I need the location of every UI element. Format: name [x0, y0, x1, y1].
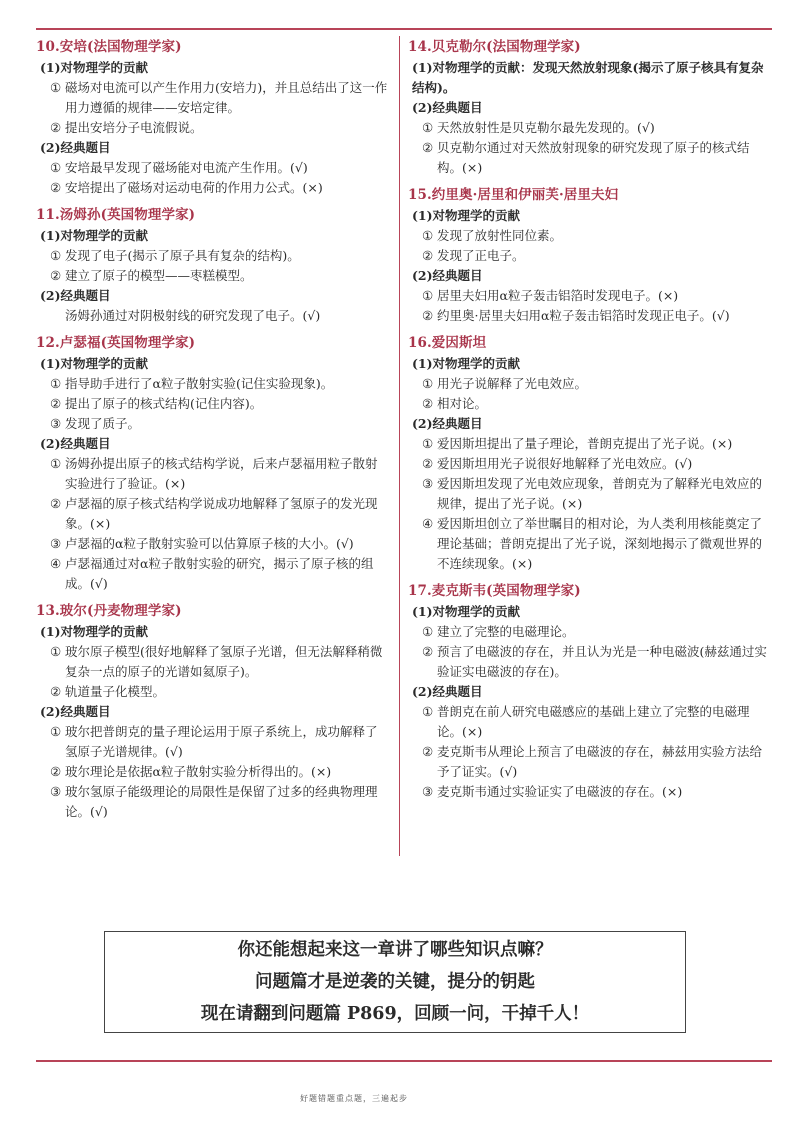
- item-text: 用光子说解释了光电效应。: [437, 376, 588, 391]
- item-number: ①: [422, 436, 434, 451]
- subsection-label: (2)经典题目: [40, 288, 111, 303]
- list-item: [408, 454, 772, 474]
- footer-slogan: 好题错题重点题，三遍起步: [300, 1094, 408, 1103]
- item-number: ②: [50, 396, 62, 411]
- item-number: ②: [50, 268, 62, 283]
- item-text: 麦克斯韦从理论上预言了电磁波的存在，赫兹用实验方法给予了证实。(√): [437, 744, 763, 779]
- item-text: 发现了正电子。: [437, 248, 525, 263]
- list-item: [408, 306, 772, 326]
- item-text: 普朗克在前人研究电磁感应的基础上建立了完整的电磁理论。(×): [437, 704, 750, 739]
- list-item: [36, 762, 388, 782]
- callout-line-3: 现在请翻到问题篇 P869，回顾一问，干掉千人！: [200, 1004, 590, 1024]
- physicist-section: [408, 580, 772, 802]
- item-text: 天然放射性是贝克勒尔最先发现的。(√): [437, 120, 655, 135]
- item-text: 安培最早发现了磁场能对电流产生作用。(√): [65, 160, 308, 175]
- item-number: ④: [422, 516, 434, 531]
- section-title: 14.贝克勒尔(法国物理学家): [408, 39, 581, 55]
- list-item: [408, 742, 772, 782]
- subsection-label: (2)经典题目: [40, 436, 111, 451]
- section-title: 17.麦克斯韦(英国物理学家): [408, 583, 581, 599]
- list-item: [408, 286, 772, 306]
- item-text: 玻尔原子模型(很好地解释了氢原子光谱，但无法解释稍微复杂一点的原子的光谱如氦原子)。: [65, 644, 383, 679]
- list-item: [36, 394, 388, 414]
- section-title: 12.卢瑟福(英国物理学家): [36, 335, 196, 351]
- subsection-label: (2)经典题目: [412, 416, 483, 431]
- physicist-section: [36, 204, 388, 326]
- list-item: [36, 554, 388, 594]
- item-text: 玻尔氢原子能级理论的局限性是保留了过多的经典物理理论。(√): [65, 784, 378, 819]
- subsection-label: (2)经典题目: [412, 268, 483, 283]
- section-title: 16.爱因斯坦: [408, 335, 487, 351]
- list-item: [36, 722, 388, 762]
- item-text: 玻尔理论是依据α粒子散射实验分析得出的。(×): [65, 764, 332, 779]
- list-item: [36, 494, 388, 534]
- item-text: 爱因斯坦提出了量子理论，普朗克提出了光子说。(×): [437, 436, 733, 451]
- physicist-section: [36, 332, 388, 594]
- subsection-label: (2)经典题目: [412, 100, 483, 115]
- item-number: ①: [422, 376, 434, 391]
- item-number: ①: [50, 248, 62, 263]
- list-item: [36, 158, 388, 178]
- physicist-section: [408, 36, 772, 178]
- item-text: 卢瑟福的原子核式结构学说成功地解释了氢原子的发光现象。(×): [65, 496, 378, 531]
- item-number: ③: [422, 476, 434, 491]
- review-callout-box: [104, 931, 686, 1033]
- list-item: [408, 622, 772, 642]
- item-text: 发现了电子(揭示了原子具有复杂的结构)。: [65, 248, 300, 263]
- item-number: ①: [422, 624, 434, 639]
- item-number: ②: [422, 396, 434, 411]
- item-number: ①: [50, 644, 62, 659]
- item-number: ②: [422, 248, 434, 263]
- subsection-label: (2)经典题目: [40, 140, 111, 155]
- item-number: ②: [422, 644, 434, 659]
- top-rule: [36, 28, 772, 30]
- physicist-section: [36, 600, 388, 822]
- item-number: ③: [50, 784, 62, 799]
- item-number: ②: [50, 120, 62, 135]
- subsection-label: (2)经典题目: [412, 684, 483, 699]
- list-item: [408, 782, 772, 802]
- item-number: ③: [50, 536, 62, 551]
- subsection-label: (1)对物理学的贡献: [412, 208, 521, 223]
- item-text: 约里奥·居里夫妇用α粒子轰击铝箔时发现正电子。(√): [437, 308, 730, 323]
- item-number: ①: [422, 228, 434, 243]
- item-number: ②: [50, 764, 62, 779]
- item-text: 贝克勒尔通过对天然放射现象的研究发现了原子的核式结构。(×): [437, 140, 750, 175]
- list-item: [408, 138, 772, 178]
- item-number: [50, 306, 65, 326]
- item-text: 汤姆孙通过对阴极射线的研究发现了电子。(√): [65, 308, 321, 323]
- physicist-section: [36, 36, 388, 198]
- section-title: 11.汤姆孙(英国物理学家): [36, 207, 196, 223]
- item-text: 发现了放射性同位素。: [437, 228, 563, 243]
- item-number: ②: [50, 180, 62, 195]
- physicist-section: [408, 332, 772, 574]
- list-item: [408, 514, 772, 574]
- item-number: ①: [422, 288, 434, 303]
- item-text: 轨道量子化模型。: [65, 684, 166, 699]
- list-item: [36, 266, 388, 286]
- item-number: ②: [422, 456, 434, 471]
- item-number: ①: [422, 704, 434, 719]
- item-text: 卢瑟福的α粒子散射实验可以估算原子核的大小。(√): [65, 536, 354, 551]
- list-item: [36, 118, 388, 138]
- list-item: [36, 246, 388, 266]
- subsection-label: (2)经典题目: [40, 704, 111, 719]
- list-item: [36, 642, 388, 682]
- subsection-label: (1)对物理学的贡献: [40, 356, 149, 371]
- item-text: 相对论。: [437, 396, 488, 411]
- subsection-label: (1)对物理学的贡献: [412, 604, 521, 619]
- callout-line-1: 你还能想起来这一章讲了哪些知识点嘛？: [237, 940, 553, 960]
- list-item: [408, 642, 772, 682]
- item-text: 指导助手进行了α粒子散射实验(记住实验现象)。: [65, 376, 334, 391]
- item-text: 建立了原子的模型——枣糕模型。: [65, 268, 253, 283]
- list-item: [36, 78, 388, 118]
- list-item: [408, 474, 772, 514]
- list-item: [36, 306, 388, 326]
- item-text: 卢瑟福通过对α粒子散射实验的研究，揭示了原子核的组成。(√): [65, 556, 374, 591]
- item-text: 发现了质子。: [65, 416, 141, 431]
- item-number: ②: [422, 744, 434, 759]
- item-number: ②: [422, 308, 434, 323]
- right-column: [408, 36, 772, 808]
- item-number: ①: [50, 160, 62, 175]
- list-item: [36, 454, 388, 494]
- list-item: [36, 414, 388, 434]
- item-text: 爱因斯坦创立了举世瞩目的相对论，为人类利用核能奠定了理论基础；普朗克提出了光子说，深刻地揭示了微观世界的不连续现象。(×): [437, 516, 763, 571]
- list-item: [408, 246, 772, 266]
- item-text: 爱因斯坦用光子说很好地解释了光电效应。(√): [437, 456, 693, 471]
- item-text: 安培提出了磁场对运动电荷的作用力公式。(×): [65, 180, 323, 195]
- item-text: 居里夫妇用α粒子轰击铝箔时发现电子。(×): [437, 288, 679, 303]
- item-number: ②: [50, 496, 62, 511]
- list-item: [408, 394, 772, 414]
- list-item: [36, 374, 388, 394]
- physicist-section: [408, 184, 772, 326]
- item-number: ③: [50, 416, 62, 431]
- subsection-label: (1)对物理学的贡献: [40, 624, 149, 639]
- list-item: [36, 682, 388, 702]
- item-number: ②: [422, 140, 434, 155]
- subsection-label: (1)对物理学的贡献: [40, 60, 149, 75]
- item-number: ①: [422, 120, 434, 135]
- column-divider: [399, 36, 400, 856]
- item-number: ①: [50, 80, 62, 95]
- left-column: [36, 36, 388, 828]
- item-number: ③: [422, 784, 434, 799]
- list-item: [36, 178, 388, 198]
- bottom-rule: [36, 1060, 772, 1062]
- item-text: 提出了原子的核式结构(记住内容)。: [65, 396, 263, 411]
- section-title: 13.玻尔(丹麦物理学家): [36, 603, 182, 619]
- item-number: ①: [50, 456, 62, 471]
- item-text: 预言了电磁波的存在，并且认为光是一种电磁波(赫兹通过实验证实电磁波的存在)。: [437, 644, 767, 679]
- item-number: ①: [50, 376, 62, 391]
- list-item: [408, 374, 772, 394]
- item-number: ①: [50, 724, 62, 739]
- item-text: 爱因斯坦发现了光电效应现象，普朗克为了解释光电效应的规律，提出了光子说。(×): [437, 476, 763, 511]
- item-number: ④: [50, 556, 62, 571]
- section-title: 15.约里奥·居里和伊丽芙·居里夫妇: [408, 187, 619, 203]
- item-text: 麦克斯韦通过实验证实了电磁波的存在。(×): [437, 784, 683, 799]
- list-item: [36, 534, 388, 554]
- list-item: [36, 782, 388, 822]
- item-text: 磁场对电流可以产生作用力(安培力)，并且总结出了这一作用力遵循的规律——安培定律。: [65, 80, 388, 115]
- item-text: 提出安培分子电流假说。: [65, 120, 203, 135]
- list-item: [408, 118, 772, 138]
- item-text: 玻尔把普朗克的量子理论运用于原子系统上，成功解释了氢原子光谱规律。(√): [65, 724, 378, 759]
- subsection-label: (1)对物理学的贡献：发现天然放射现象(揭示了原子核具有复杂结构)。: [412, 60, 764, 95]
- item-text: 建立了完整的电磁理论。: [437, 624, 575, 639]
- subsection-label: (1)对物理学的贡献: [40, 228, 149, 243]
- list-item: [408, 702, 772, 742]
- item-number: ②: [50, 684, 62, 699]
- subsection-label: (1)对物理学的贡献: [412, 356, 521, 371]
- callout-line-2: 问题篇才是逆袭的关键，提分的钥匙: [255, 972, 535, 992]
- section-title: 10.安培(法国物理学家): [36, 39, 182, 55]
- item-text: 汤姆孙提出原子的核式结构学说，后来卢瑟福用粒子散射实验进行了验证。(×): [65, 456, 378, 491]
- list-item: [408, 434, 772, 454]
- list-item: [408, 226, 772, 246]
